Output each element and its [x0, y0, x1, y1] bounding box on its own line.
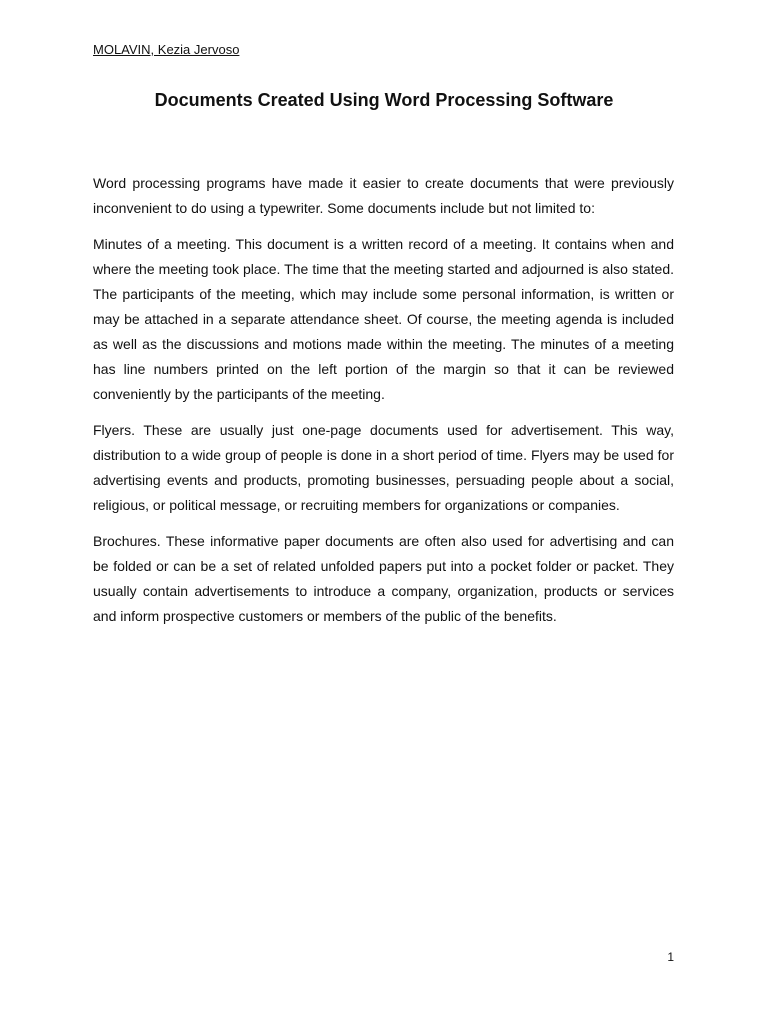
- paragraph-intro: Word processing programs have made it easier to create documents that were previously inconvenient to do using a typewriter. Some documents include but not limited to:: [93, 175, 674, 216]
- document-body: [93, 171, 674, 640]
- page-number: 1: [667, 950, 674, 964]
- author-name: MOLAVIN, Kezia Jervoso: [93, 42, 240, 57]
- document-title: Documents Created Using Word Processing Software: [154, 90, 614, 110]
- paragraph-brochures: Brochures. These informative paper documents are often also used for advertising and can be folded or can be a set of related unfolded papers put into a pocket folder or packet. They usually contain advertisements to introduce a company, organization, products or services and inform prospective customers or members of the public of the benefits.: [93, 533, 674, 624]
- paragraph-minutes: Minutes of a meeting. This document is a written record of a meeting. It contains when and where the meeting took place. The time that the meeting started and adjourned is also stated. The participants of the meeting, which may include some personal information, is written or may be attached in a separate attendance sheet. Of course, the meeting agenda is included as well as the discussions and motions made within the meeting. The minutes of a meeting has line numbers printed on the left portion of the margin so that it can be reviewed conveniently by the participants of the meeting.: [93, 236, 674, 402]
- paragraph-flyers: Flyers. These are usually just one-page documents used for advertisement. This way, distribution to a wide group of people is done in a short period of time. Flyers may be used for advertising events and products, promoting businesses, persuading people about a social, religious, or political message, or recruiting members for organizations or companies.: [93, 422, 674, 513]
